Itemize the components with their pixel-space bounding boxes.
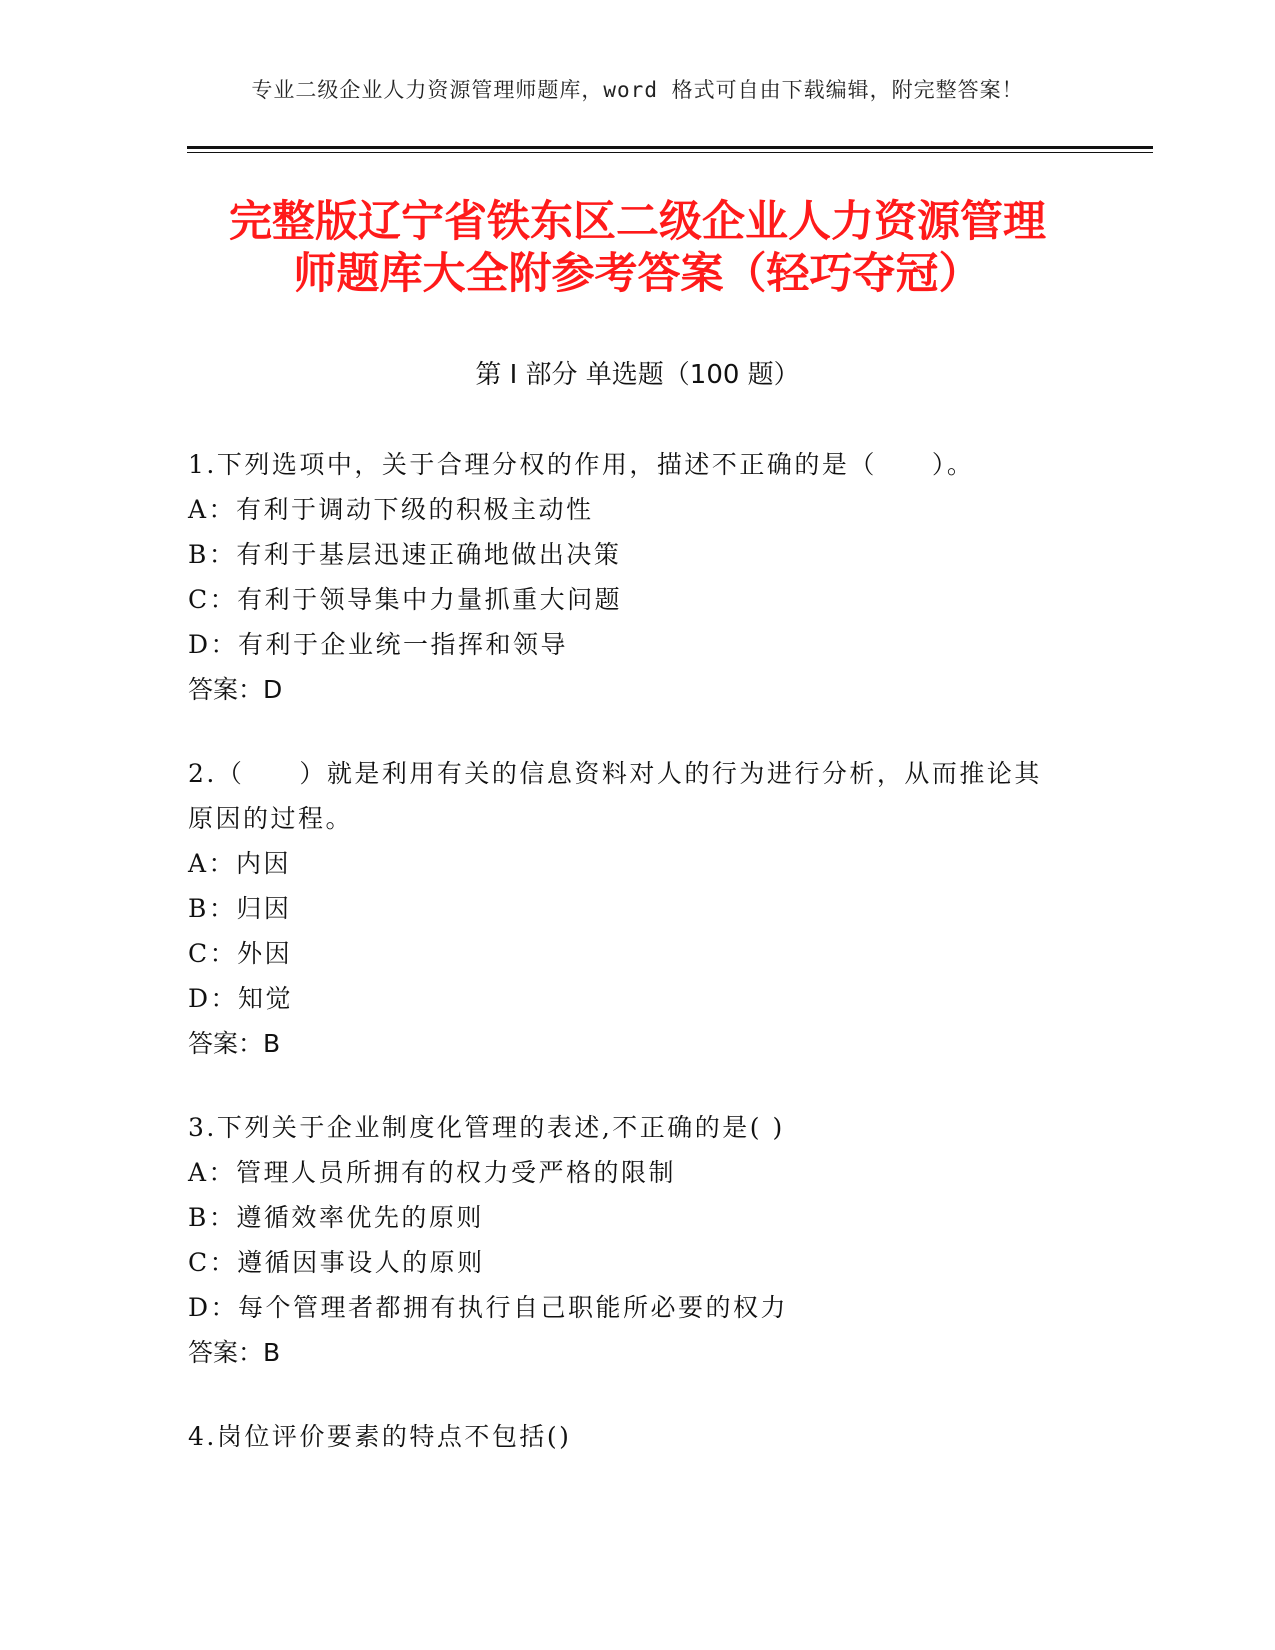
section-heading: 第 I 部分 单选题（100 题） (475, 360, 800, 390)
option-b: B：有利于基层迅速正确地做出决策 (188, 540, 622, 569)
header-divider (187, 146, 1153, 149)
option-a: A：管理人员所拥有的权力受严格的限制 (188, 1158, 677, 1187)
header-divider-thin (187, 152, 1153, 153)
answer-label: 答案：B (188, 1338, 281, 1367)
option-d: D：每个管理者都拥有执行自己职能所必要的权力 (188, 1293, 789, 1322)
question-stem: 3.下列关于企业制度化管理的表述,不正确的是( ) (188, 1113, 785, 1142)
title-line-1: 完整版辽宁省铁东区二级企业人力资源管理 (229, 197, 1046, 247)
question-2 (188, 751, 1068, 1066)
option-c: C：遵循因事设人的原则 (188, 1248, 485, 1277)
title-line-2: 师题库大全附参考答案（轻巧夺冠） (293, 249, 982, 299)
answer-label: 答案：D (188, 675, 283, 704)
option-a: A：内因 (188, 849, 292, 878)
option-c: C：外因 (188, 939, 293, 968)
option-d: D：有利于企业统一指挥和领导 (188, 630, 569, 659)
question-3 (188, 1105, 1068, 1375)
document-title (150, 196, 1125, 300)
header-note: 专业二级企业人力资源管理师题库，word 格式可自由下载编辑，附完整答案！ (251, 78, 1024, 102)
question-4 (188, 1414, 1068, 1459)
option-b: B：遵循效率优先的原则 (188, 1203, 484, 1232)
option-b: B：归因 (188, 894, 292, 923)
option-d: D：知觉 (188, 984, 294, 1013)
question-stem: 1.下列选项中，关于合理分权的作用，描述不正确的是（ ）。 (188, 450, 975, 479)
answer-label: 答案：B (188, 1029, 281, 1058)
question-stem: 4.岗位评价要素的特点不包括() (188, 1422, 572, 1451)
question-list (188, 442, 1068, 1498)
question-stem: 2.（ ）就是利用有关的信息资料对人的行为进行分析，从而推论其原因的过程。 (188, 759, 1042, 833)
option-a: A：有利于调动下级的积极主动性 (188, 495, 594, 524)
question-1 (188, 442, 1068, 712)
option-c: C：有利于领导集中力量抓重大问题 (188, 585, 623, 614)
